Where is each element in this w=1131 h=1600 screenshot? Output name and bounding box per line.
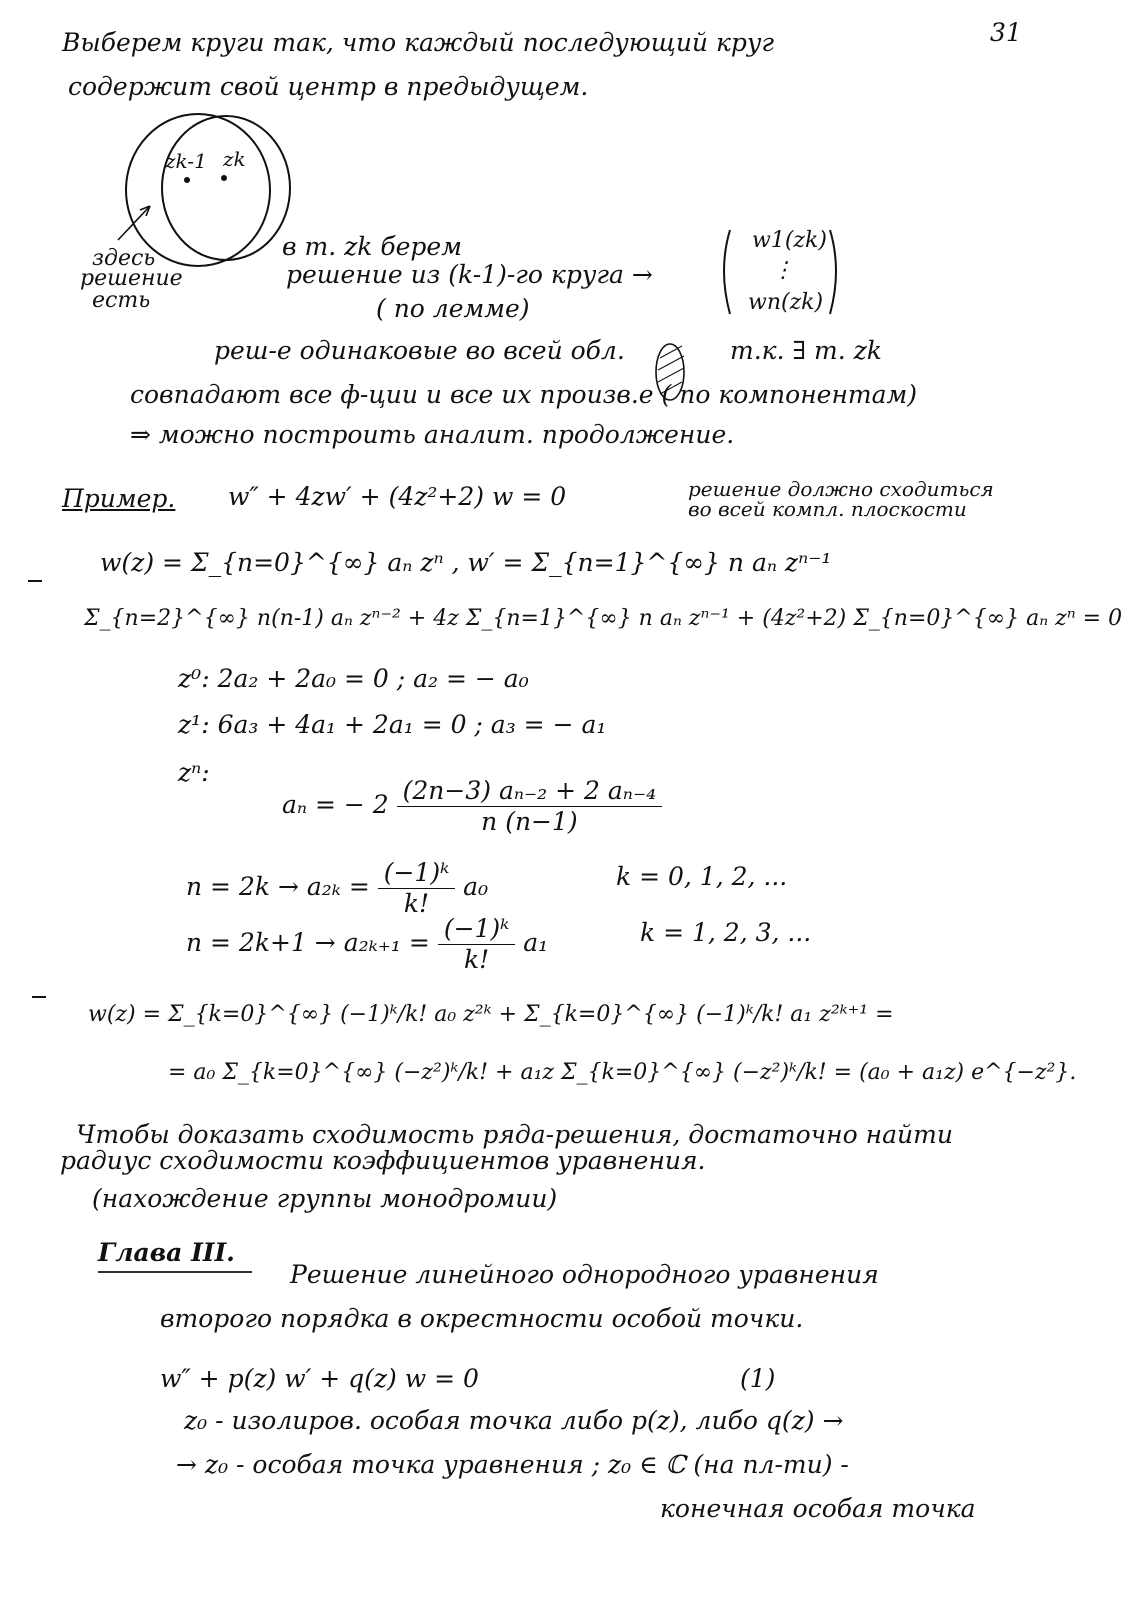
label-zk: zk [223,147,246,171]
conclusion-line-3: (нахождение группы монодромии) [92,1184,558,1213]
arrow-here [118,206,150,240]
label-solution: решение [80,266,183,291]
coef-an [282,776,662,837]
even-numerator: (−1)ᵏ [378,858,455,889]
chapter-label: Глава III. [98,1238,235,1267]
odd-fraction [438,914,515,975]
vector-bot: wn(zk) [748,290,824,315]
even-rhs: a₀ [463,872,489,901]
even-denominator: k! [403,889,430,918]
coef-z1: z¹: 6a₃ + 4a₁ + 2a₁ = 0 ; a₃ = − a₁ [178,710,607,739]
definition-line-1: z₀ - изолиров. особая точка либо p(z), либо q(z) → [184,1406,844,1435]
even-coef [186,858,488,919]
coef-an-lhs: aₙ = − 2 [282,790,389,819]
example-note-1: решение должно сходиться [688,477,994,501]
odd-denominator: k! [463,945,490,974]
sum-line-2: = a₀ Σ_{k=0}^{∞} (−z²)ᵏ/k! + a₁z Σ_{k=0}^{∞} (−z²)ᵏ/k! = (a₀ + a₁z) e^{−z²}. [168,1060,1077,1085]
example-note-2: во всей компл. плоскости [688,497,967,521]
circle-previous [126,114,270,266]
conclusion-line-1: Чтобы доказать сходимость ряда-решения, достаточно найти [76,1120,953,1149]
coef-an-numerator: (2n−3) aₙ₋₂ + 2 aₙ₋₄ [397,776,663,807]
even-lhs: n = 2k → a₂ₖ = [186,872,370,901]
intro-line-2: содержит свой центр в предыдущем. [68,72,589,101]
point-zk [221,175,227,181]
explanation-line-1b: т.к. ∃ т. zk [730,336,882,365]
example-label: Пример. [62,484,176,513]
label-zk1: zk-1 [165,149,207,173]
coef-an-denominator: n (n−1) [481,807,578,836]
margin-mark-2 [32,996,46,998]
odd-k-range: k = 1, 2, 3, ... [640,918,812,947]
conclusion-line-2: радиус сходимости коэффициентов уравнения. [60,1146,706,1175]
definition-line-2: → z₀ - особая точка уравнения ; z₀ ∈ ℂ (на пл-ти) - [176,1450,849,1479]
definition-line-3: конечная особая точка [660,1494,976,1523]
label-exists: есть [92,288,151,313]
chapter-title-2: второго порядка в окрестности особой точки. [160,1304,804,1333]
intro-line-1: Выберем круги так, что каждый последующий круг [62,28,775,57]
vector-mid: ⋮ [772,258,794,283]
coef-an-fraction [397,776,663,837]
chapter-equation-number: (1) [740,1364,776,1393]
series-w: w(z) = Σ_{n=0}^{∞} aₙ zⁿ , w′ = Σ_{n=1}^{∞} n aₙ zⁿ⁻¹ [100,548,832,577]
chapter-equation: w″ + p(z) w′ + q(z) w = 0 [160,1364,479,1393]
page-number: 31 [990,18,1022,47]
coef-z0: z⁰: 2a₂ + 2a₀ = 0 ; a₂ = − a₀ [178,664,529,693]
bracket-left [724,230,730,314]
lemma-line-2: решение из (k-1)-го круга → [286,260,653,289]
coef-zn-label: zⁿ: [178,758,210,787]
series-substitution: Σ_{n=2}^{∞} n(n-1) aₙ zⁿ⁻² + 4z Σ_{n=1}^{∞} n aₙ zⁿ⁻¹ + (4z²+2) Σ_{n=0}^{∞} aₙ zⁿ = 0 [84,606,1123,631]
even-k-range: k = 0, 1, 2, ... [616,862,788,891]
vector-top: w1(zk) [752,228,827,253]
explanation-line-2: совпадают все ф-ции и все их произв.е ( по компонентам) [130,380,918,409]
sum-line-1: w(z) = Σ_{k=0}^{∞} (−1)ᵏ/k! a₀ z²ᵏ + Σ_{k=0}^{∞} (−1)ᵏ/k! a₁ z²ᵏ⁺¹ = [88,1002,894,1027]
label-here: здесь [92,246,156,271]
explanation-line-3: ⇒ можно построить аналит. продолжение. [130,420,735,449]
lemma-line-3: ( по лемме) [376,294,530,323]
odd-rhs: a₁ [523,928,549,957]
chapter-title-1: Решение линейного однородного уравнения [290,1260,879,1289]
margin-mark [28,580,42,582]
even-fraction [378,858,455,919]
example-equation: w″ + 4zw′ + (4z²+2) w = 0 [228,482,567,511]
bracket-right [830,230,836,314]
odd-coef [186,914,548,975]
odd-numerator: (−1)ᵏ [438,914,515,945]
point-zk1 [184,177,190,183]
odd-lhs: n = 2k+1 → a₂ₖ₊₁ = [186,928,430,957]
lemma-line-1: в т. zk берем [282,232,462,261]
explanation-line-1: реш-е одинаковые во всей обл. [214,336,625,365]
